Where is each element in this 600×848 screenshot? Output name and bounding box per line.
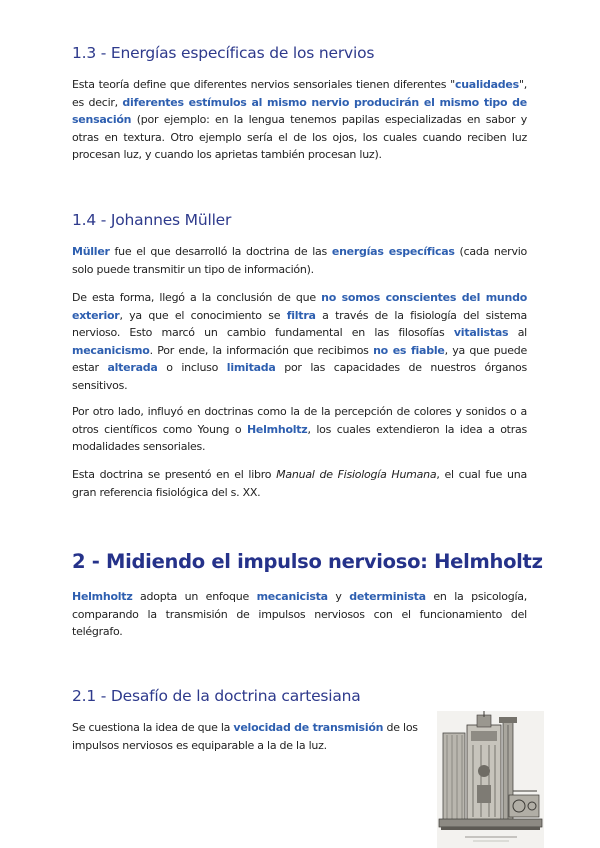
highlight-term: Helmholtz xyxy=(72,590,133,603)
highlight-term: energías específicas xyxy=(331,245,455,258)
text-run: Se cuestiona la idea de que la xyxy=(72,721,234,734)
text-run: fue el que desarrolló la doctrina de las xyxy=(109,245,332,258)
highlight-term: velocidad de transmisión xyxy=(233,721,384,734)
text-run: , ya que puede estar xyxy=(72,343,528,374)
text-run: Esta teoría define que diferentes nervios sensoriales tienen diferentes " xyxy=(72,78,455,91)
highlight-term: alterada xyxy=(107,361,158,374)
section-1-4-paragraph-2 xyxy=(72,289,527,394)
highlight-term: vitalistas xyxy=(453,326,509,339)
section-2-paragraph xyxy=(72,588,527,641)
section-1-3-heading: 1.3 - Energías específicas de los nervios xyxy=(72,44,375,62)
text-run: y xyxy=(327,590,350,603)
text-run: , ya que el conocimiento se xyxy=(119,308,287,322)
section-2-1-heading: 2.1 - Desafío de la doctrina cartesiana xyxy=(72,687,361,705)
text-run: , el cual fue una gran referencia fisiológica del s. XX. xyxy=(72,468,527,499)
text-run: Esta doctrina se presentó en el libro xyxy=(72,468,277,481)
highlight-term: mecanicismo xyxy=(72,343,150,357)
text-run: (cada nervio solo puede transmitir un tipo de información). xyxy=(72,245,527,276)
highlight-term: limitada xyxy=(226,361,276,374)
apparatus-illustration-icon xyxy=(437,711,544,848)
text-run: ", es decir, xyxy=(72,78,527,109)
section-1-4-paragraph-3 xyxy=(72,403,527,456)
text-run: o incluso xyxy=(157,361,227,374)
highlight-term: mecanicista xyxy=(256,590,328,603)
text-run: adopta un enfoque xyxy=(132,590,257,603)
text-run: de los impulsos nerviosos es equiparable a la de la luz. xyxy=(72,721,418,752)
text-run: . Por ende, la información que recibimos xyxy=(149,343,374,357)
text-run: (por ejemplo: en la lengua tenemos papilas especializadas en sabor y otras en textura. Otro ejemplo sería el de los ojos, los cuales cuando reciben luz procesan luz, y cuando los aprietas también procesan luz). xyxy=(72,113,527,161)
highlight-term: cualidades xyxy=(454,78,519,91)
section-1-4-paragraph-1 xyxy=(72,243,527,278)
text-run: Por otro lado, influyó en doctrinas como la de la percepción de colores y sonidos o a otros científicos como Young o xyxy=(72,405,527,436)
section-1-3-paragraph xyxy=(72,76,527,164)
highlight-term: Müller xyxy=(72,245,110,258)
section-2-1-paragraph xyxy=(72,719,427,754)
highlight-term: no somos conscientes del mundo exterior xyxy=(72,291,527,322)
highlight-term: determinista xyxy=(349,590,426,603)
highlight-term: diferentes estímulos al mismo nervio producirán el mismo tipo de sensación xyxy=(72,95,527,126)
text-run: De esta forma, llegó a la conclusión de que xyxy=(72,291,322,304)
section-2-heading: 2 - Midiendo el impulso nervioso: Helmholtz xyxy=(72,550,543,573)
highlight-term: Helmholtz xyxy=(246,422,308,436)
book-title: Manual de Fisiología Humana xyxy=(276,468,437,481)
text-run: , los cuales extendieron la idea a otras modalidades sensoriales. xyxy=(72,422,527,453)
text-run: al xyxy=(508,326,527,339)
text-run: a través de la fisiología del sistema nervioso. Esto marcó un cambio fundamental en las filosofías xyxy=(72,308,527,339)
text-run: en la psicología, comparando la transmisión de impulsos nerviosos con el funcionamiento del telégrafo. xyxy=(72,590,527,638)
section-1-4-paragraph-4 xyxy=(72,466,527,501)
section-1-4-heading: 1.4 - Johannes Müller xyxy=(72,211,232,229)
highlight-term: no es fiable xyxy=(373,343,445,357)
highlight-term: filtra xyxy=(286,308,316,322)
text-run: por las capacidades de nuestros órganos sensitivos. xyxy=(72,361,527,392)
